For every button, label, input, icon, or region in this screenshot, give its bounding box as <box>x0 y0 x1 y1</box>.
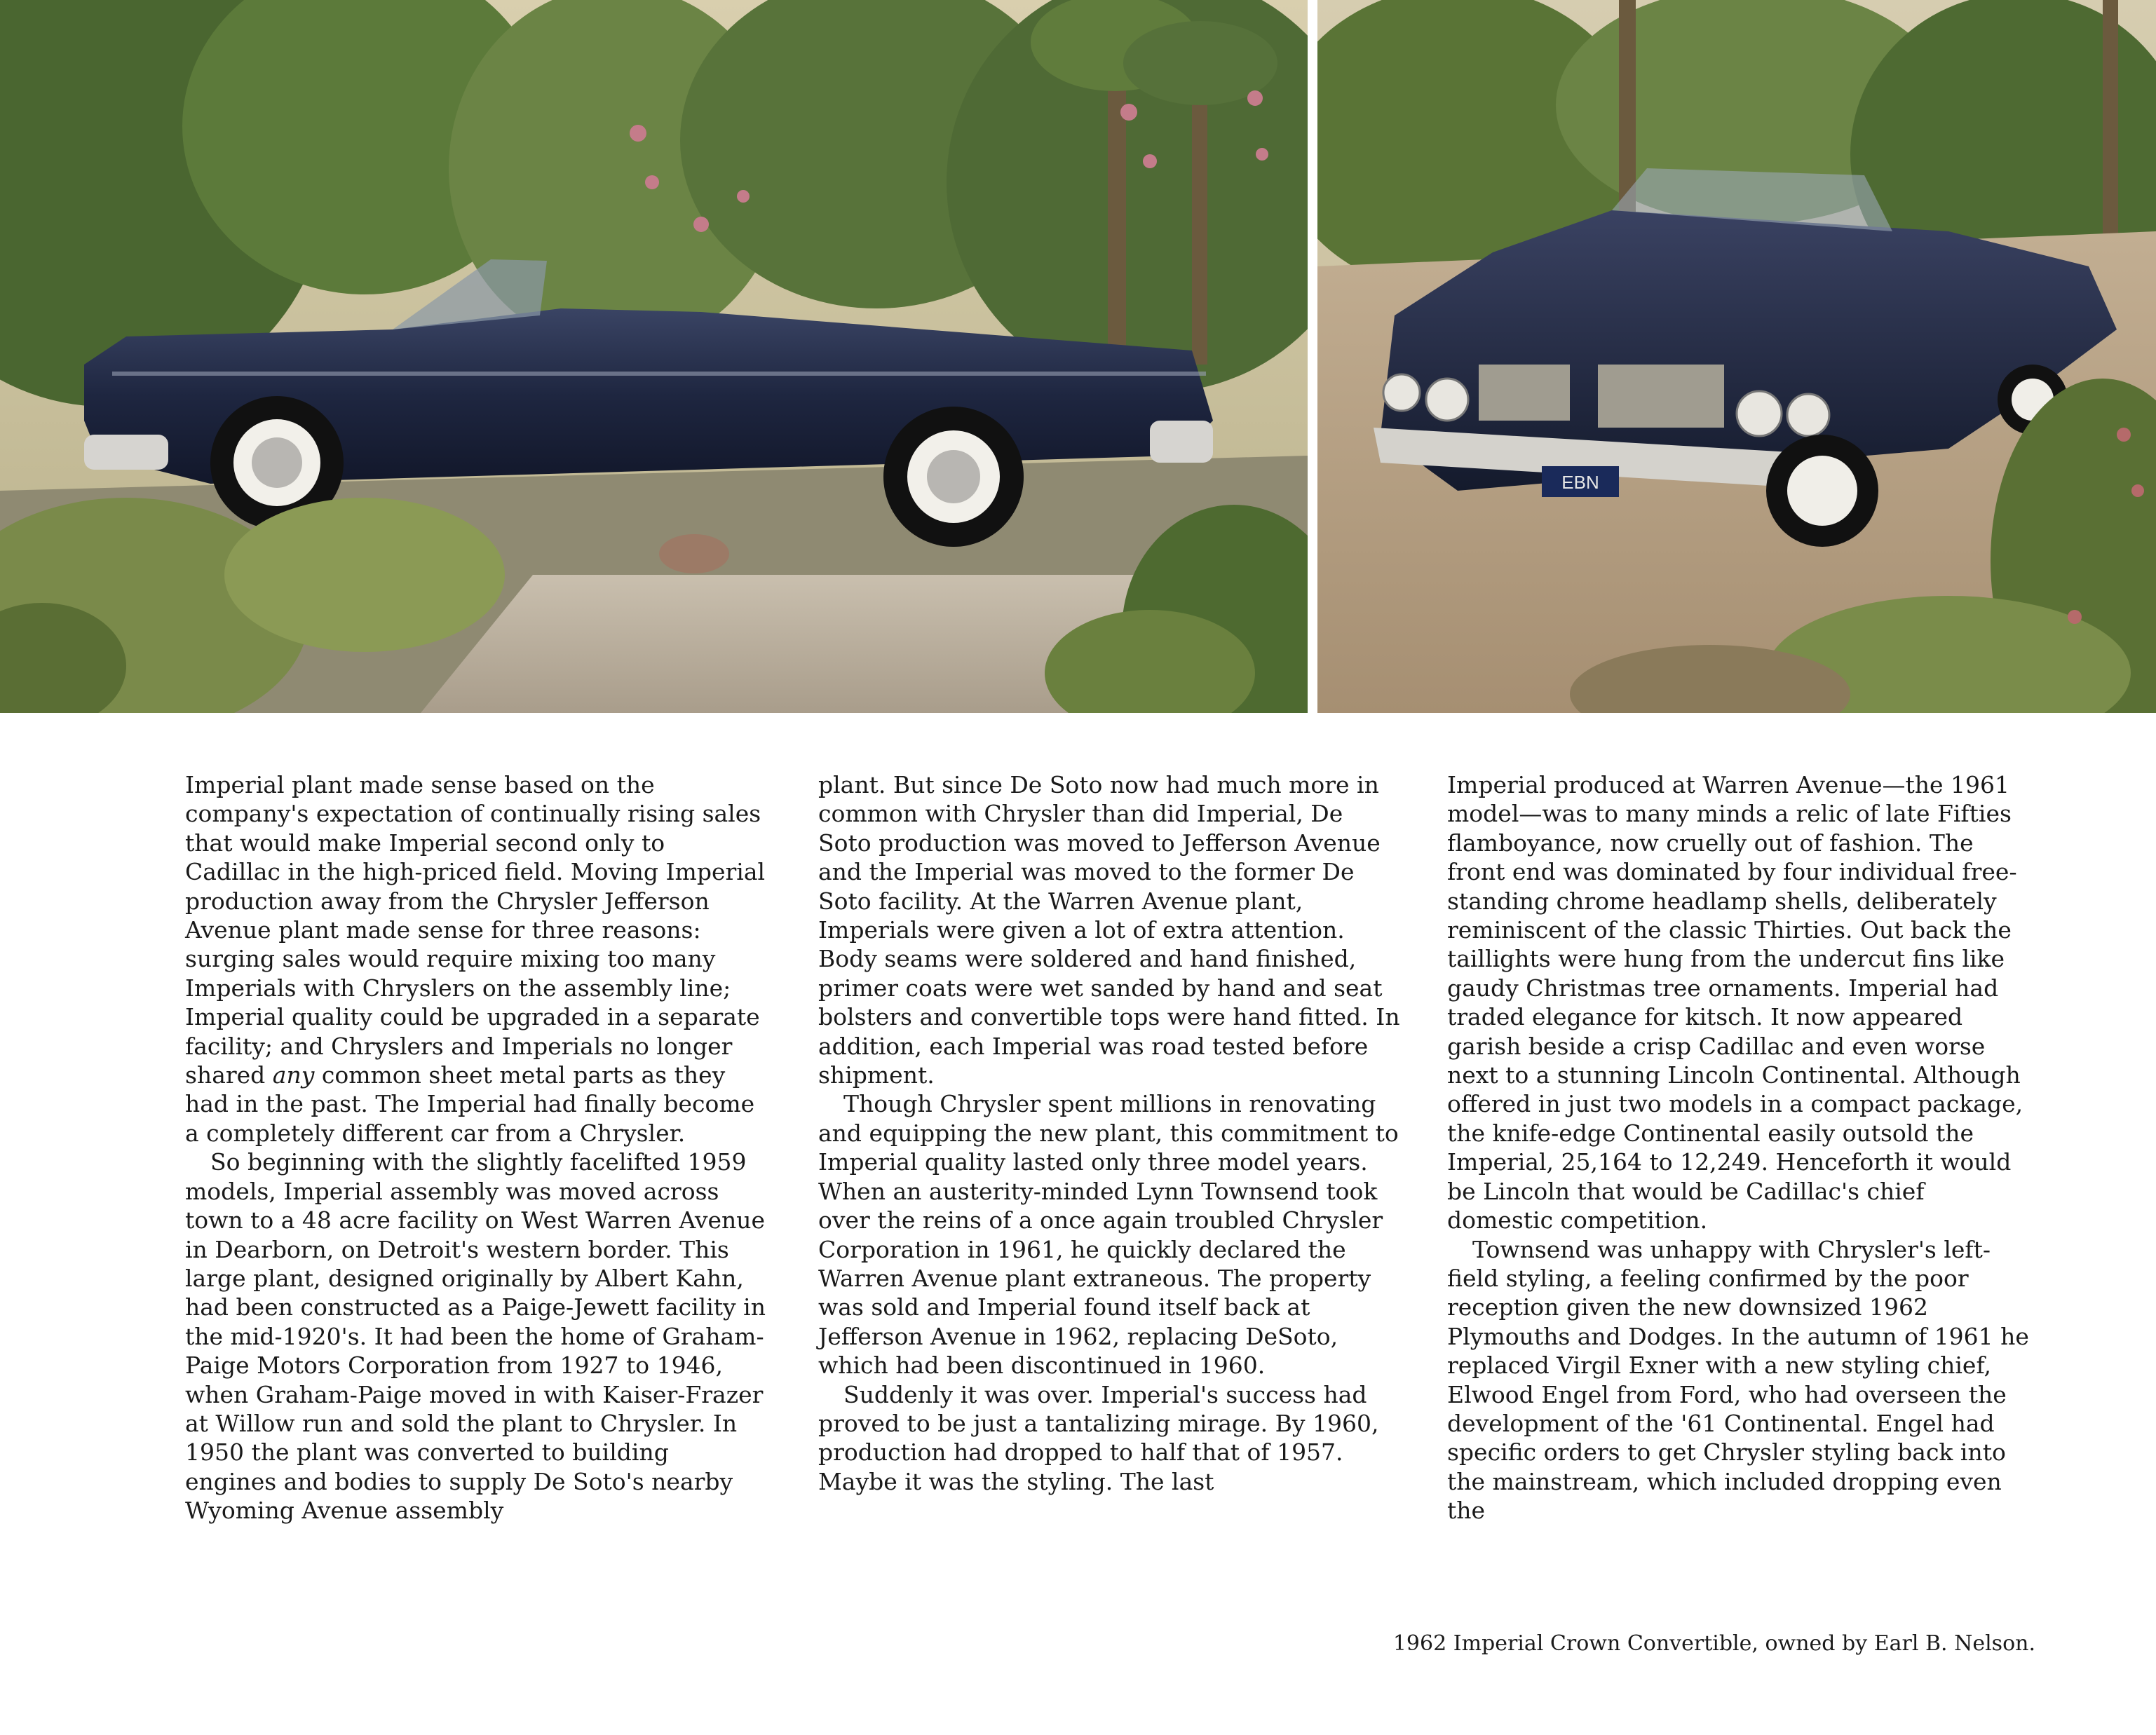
col1-p1-emphasis: any <box>272 1061 315 1089</box>
photo-side-view-illustration <box>0 0 1308 713</box>
license-plate-text: EBN <box>1561 472 1599 493</box>
photo-caption: 1962 Imperial Crown Convertible, owned by Earl B. Nelson. <box>1392 1631 2035 1656</box>
photo-side-view <box>0 0 1308 713</box>
col1-paragraph-2: So beginning with the slightly facelifted 1959 models, Imperial assembly was moved across town to a 48 acre facility on West Warren Avenue in Dearborn, on Detroit's western border. This large plant, designed originally by Albert Kahn, had been constructed as a Paige-Jewett facility in the mid-1920's. It had been the home of Graham-Paige Motors Corporation from 1927 to 1946, when Graham-Paige moved in with Kaiser-Frazer at Willow run and sold the plant to Chrysler. In 1950 the plant was converted to building engines and bodies to supply De Soto's nearby Wyoming Avenue assembly <box>185 1148 766 1525</box>
col2-paragraph-3: Suddenly it was over. Imperial's success had proved to be just a tantalizing mirage. By 1960, production had dropped to half that of 1957. Maybe it was the styling. The last <box>818 1380 1379 1495</box>
photo-front-view-illustration <box>1317 0 2156 713</box>
photo-front-view <box>1317 0 2156 713</box>
col1-paragraph-1 <box>185 770 767 1148</box>
col1-p1-after: common sheet metal parts as they had in the past. The Imperial had finally become a completely different car from a Chrysler. <box>185 1061 755 1147</box>
col2-paragraph-1: plant. But since De Soto now had much more in common with Chrysler than did Imperial, De Soto production was moved to Jefferson Avenue and the Imperial was moved to the former De Soto facility. At the Warren Avenue plant, Imperials were given a lot of extra attention. Body seams were soldered and hand finished, primer coats were wet sanded by hand and seat bolsters and convertible tops were hand fitted. In addition, each Imperial was road tested before shipment. <box>818 771 1400 1089</box>
text-column-3 <box>1447 770 2029 1525</box>
text-column-2 <box>818 770 1400 1496</box>
col2-paragraph-2: Though Chrysler spent millions in renovating and equipping the new plant, this commitment to Imperial quality lasted only three model years. When an austerity-minded Lynn Townsend took over the reins of a once again troubled Chrysler Corporation in 1961, he quickly declared the Warren Avenue plant extraneous. The property was sold and Imperial found itself back at Jefferson Avenue in 1962, replacing DeSoto, which had been discontinued in 1960. <box>818 1090 1399 1380</box>
text-column-1 <box>185 770 767 1525</box>
col3-paragraph-1: Imperial produced at Warren Avenue—the 1961 model—was to many minds a relic of late Fifties flamboyance, now cruelly out of fashion. The front end was dominated by four individual free-standing chrome headlamp shells, deliberately reminiscent of the classic Thirties. Out back the taillights were hung from the undercut fins like gaudy Christmas tree ornaments. Imperial had traded elegance for kitsch. It now appeared garish beside a crisp Cadillac and even worse next to a stunning Lincoln Continental. Although offered in just two models in a compact package, the knife-edge Continental easily outsold the Imperial, 25,164 to 12,249. Henceforth it would be Lincoln that would be Cadillac's chief domestic competition. <box>1447 771 2023 1234</box>
photo-gutter <box>1308 0 1317 713</box>
col3-paragraph-2: Townsend was unhappy with Chrysler's left-field styling, a feeling confirmed by the poor reception given the new downsized 1962 Plymouths and Dodges. In the autumn of 1961 he replaced Virgil Exner with a new styling chief, Elwood Engel from Ford, who had overseen the development of the '61 Continental. Engel had specific orders to get Chrysler styling back into the mainstream, which included dropping even the <box>1447 1235 2029 1525</box>
col1-p1-text: Imperial plant made sense based on the company's expectation of continually rising sales that would make Imperial second only to Cadillac in the high-priced field. Moving Imperial production away from the Chrysler Jefferson Avenue plant made sense for three reasons: surging sales would require mixing too many Imperials with Chryslers on the assembly line; Imperial quality could be upgraded in a separate facility; and Chryslers and Imperials no longer shared <box>185 771 766 1089</box>
